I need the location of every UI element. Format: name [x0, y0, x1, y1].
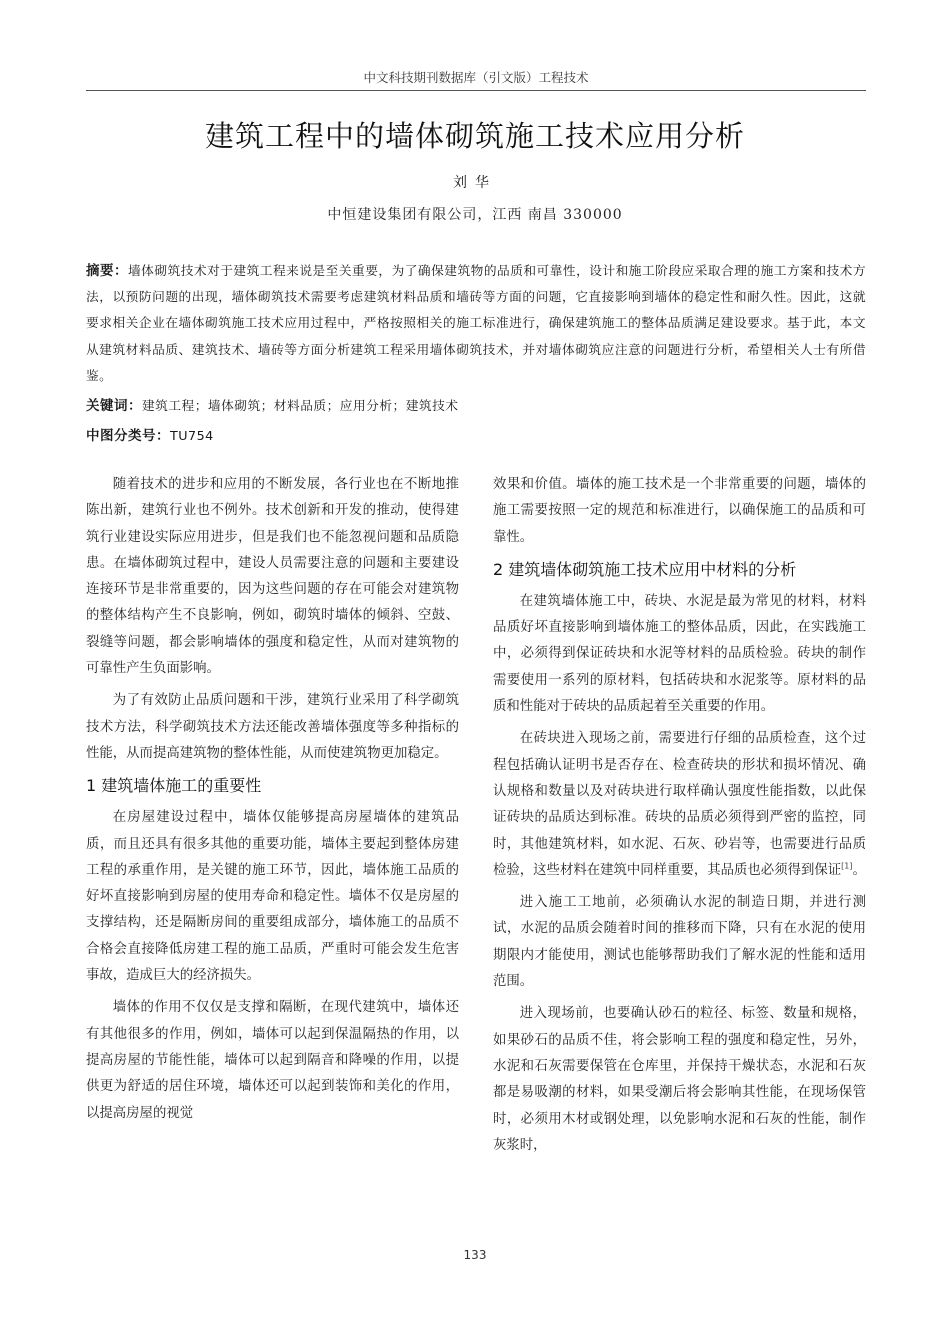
journal-running-head: 中文科技期刊数据库（引文版）工程技术 — [86, 68, 866, 91]
section-heading-1: 1 建筑墙体施工的重要性 — [86, 776, 262, 796]
paragraph: 在建筑墙体施工中，砖块、水泥是最为常见的材料，材料品质好坏直接影响到墙体施工的整体品质，因此，在实践施工中，必须得到保证砖块和水泥等材料的品质检验。砖块的制作需要使用一系列的原材料，包括砖块和水泥浆等。原材料的品质和性能对于砖块的品质起着至关重要的作用。 — [493, 593, 866, 715]
paragraph: 在房屋建设过程中，墙体仅能够提高房屋墙体的建筑品质，而且还具有很多其他的重要功能，墙体主要起到整体房建工程的承重作用，是关键的施工环节，因此，墙体施工品质的好坏直接影响到房屋的使用寿命和稳定性。墙体不仅是房屋的支撑结构，还是隔断房间的重要组成部分，墙体施工的品质不合格会直接降低房建工程的施工品质，严重时可能会发生危害事故，造成巨大的经济损失。 — [86, 810, 459, 984]
paragraph: 墙体的作用不仅仅是支撑和隔断，在现代建筑中，墙体还有其他很多的作用，例如，墙体可以起到保温隔热的作用，以提高房屋的节能性能，墙体可以起到隔音和降噪的作用，以提供更为舒适的居住环境，墙体还可以起到装饰和美化的作用，以提高房屋的视觉 — [86, 1000, 459, 1121]
right-column — [493, 472, 866, 1165]
keywords-text: 建筑工程；墙体砌筑；材料品质；应用分析；建筑技术 — [142, 398, 459, 413]
paragraph: 进入施工工地前，必须确认水泥的制造日期，并进行测试，水泥的品质会随着时间的推移而下降，只有在水泥的使用期限内才能使用，测试也能够帮助我们了解水泥的性能和适用范围。 — [493, 895, 866, 990]
paragraph-text: 在砖块进入现场之前，需要进行仔细的品质检查，这个过程包括确认证明书是否存在、检查砖块的形状和损坏情况、确认规格和数量以及对砖块进行取样确认强度性能指数，以此保证砖块的品质达到标准。砖块的品质必须得到严密的监控，同时，其他建筑材料，如水泥、石灰、砂岩等，也需要进行品质检验，这些材料在建筑中同样重要，其品质也必须得到保证 — [493, 731, 866, 878]
author-affiliation: 中恒建设集团有限公司，江西 南昌 330000 — [327, 207, 623, 223]
paragraph-end: 。 — [852, 862, 866, 878]
keywords — [86, 394, 866, 414]
abstract — [86, 258, 866, 389]
classification-label: 中图分类号： — [86, 428, 170, 444]
keywords-label: 关键词： — [86, 398, 142, 414]
paragraph — [493, 726, 866, 884]
classification-code: TU754 — [170, 428, 214, 443]
classification — [86, 424, 866, 444]
abstract-text: 墙体砌筑技术对于建筑工程来说是至关重要，为了确保建筑物的品质和可靠性，设计和施工阶段应采取合理的施工方案和技术方法，以预防问题的出现，墙体砌筑技术需要考虑建筑材料品质和墙砖等方面的问题，它直接影响到墙体的稳定性和耐久性。因此，这就要求相关企业在墙体砌筑施工技术应用过程中，严格按照相关的施工标准进行，确保建筑施工的整体品质满足建设要求。基于此，本文从建筑材料品质、建筑技术、墙砖等方面分析建筑工程采用墙体砌筑技术，并对墙体砌筑应注意的问题进行分析，希望相关人士有所借鉴。 — [86, 263, 866, 383]
citation-ref[interactable]: [1] — [841, 861, 853, 871]
article-author: 刘华 — [453, 175, 497, 191]
page-number: 133 — [463, 1248, 487, 1262]
paragraph-continued: 效果和价值。墙体的施工技术是一个非常重要的问题，墙体的施工需要按照一定的规范和标准进行，以确保施工的品质和可靠性。 — [493, 477, 866, 545]
article-title: 建筑工程中的墙体砌筑施工技术应用分析 — [204, 119, 745, 153]
paragraph: 为了有效防止品质问题和干涉，建筑行业采用了科学砌筑技术方法，科学砌筑技术方法还能改善墙体强度等多种指标的性能，从而提高建筑物的整体性能，从而使建筑物更加稳定。 — [86, 693, 459, 761]
left-column — [86, 472, 459, 1133]
paragraph: 进入现场前，也要确认砂石的粒径、标签、数量和规格，如果砂石的品质不佳，将会影响工程的强度和稳定性，另外，水泥和石灰需要保管在仓库里，并保持干燥状态，水泥和石灰都是易吸潮的材料，如果受潮后将会影响其性能，在现场保管时，必须用木材或钢处理，以免影响水泥和石灰的性能，制作灰浆时， — [493, 1006, 866, 1153]
paragraph: 随着技术的进步和应用的不断发展，各行业也在不断地推陈出新，建筑行业也不例外。技术创新和开发的推动，使得建筑行业建设实际应用进步，但是我们也不能忽视问题和品质隐患。在墙体砌筑过程中，建设人员需要注意的问题和主要建设连接环节是非常重要的，因为这些问题的存在可能会对建筑物的整体结构产生不良影响，例如，砌筑时墙体的倾斜、空鼓、裂缝等问题，都会影响墙体的强度和稳定性，从而对建筑物的可靠性产生负面影响。 — [86, 477, 459, 677]
section-heading-2: 2 建筑墙体砌筑施工技术应用中材料的分析 — [493, 559, 797, 579]
abstract-label: 摘要： — [86, 263, 128, 279]
